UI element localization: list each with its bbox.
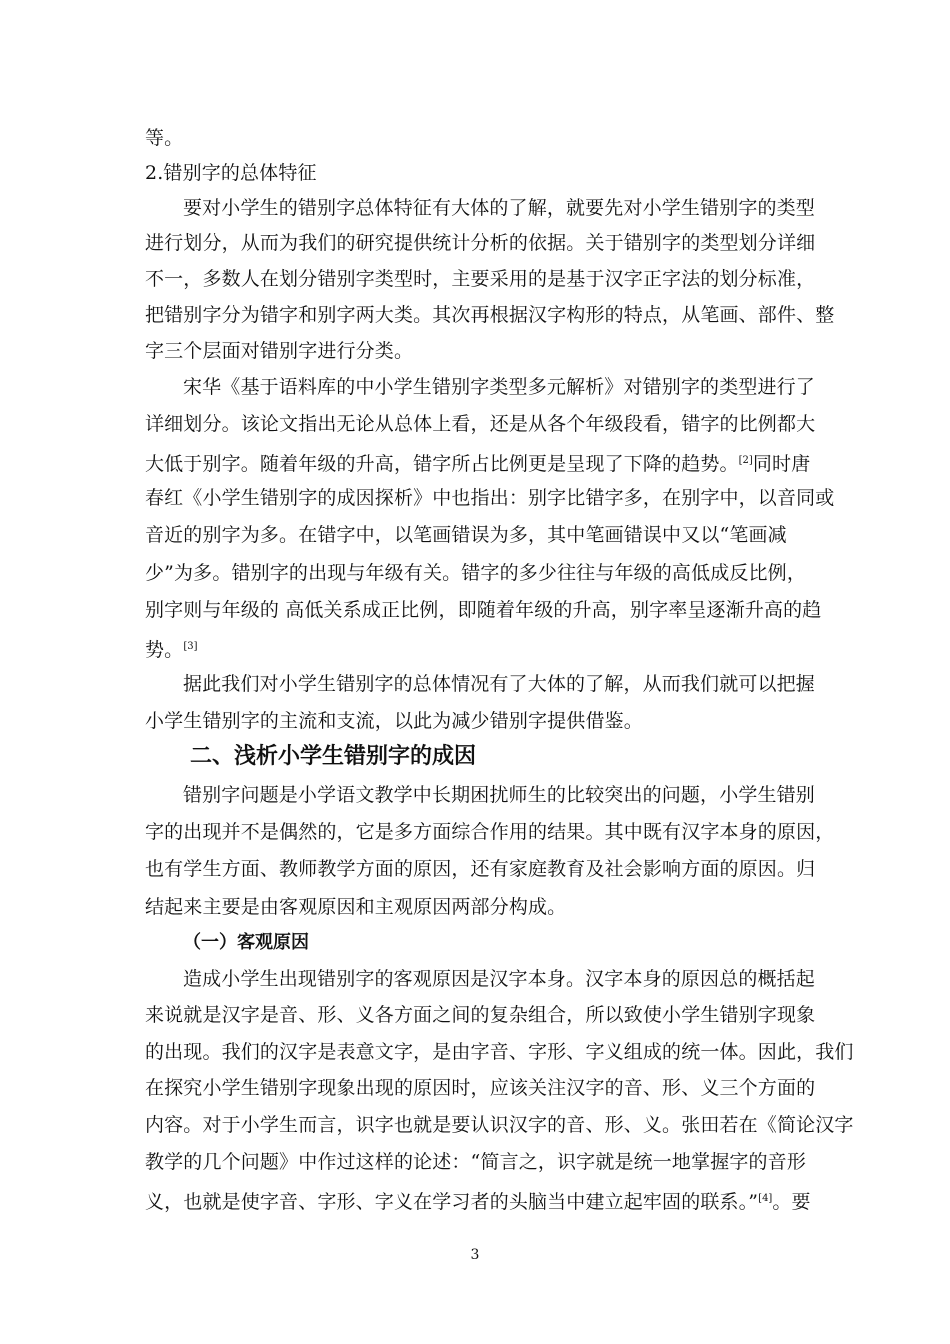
text-line: 错别字问题是小学语文教学中长期困扰师生的比较突出的问题，小学生错别 [183, 784, 815, 806]
text-line: 音近的别字为多。在错字中，以笔画错误为多，其中笔画错误中又以“笔画减 [145, 524, 787, 546]
text-line: 等。 [145, 127, 184, 149]
section-heading: 二、浅析小学生错别字的成因 [190, 744, 477, 769]
subsection-heading: （一）客观原因 [183, 932, 309, 953]
text-line: 来说就是汉字是音、形、义各方面之间的复杂组合，所以致使小学生错别字现象 [145, 1004, 816, 1026]
text-line: 在探究小学生错别字现象出现的原因时，应该关注汉字的音、形、义三个方面的 [145, 1077, 816, 1099]
text-line: 也有学生方面、教师教学方面的原因，还有家庭教育及社会影响方面的原因。归 [145, 858, 816, 880]
text-line: 少”为多。错别字的出现与年级有关。错字的多少往往与年级的高低成反比例， [145, 562, 806, 584]
text-line: 义，也就是使字音、字形、字义在学习者的头脑当中建立起牢固的联系。”[4]。要 [145, 1191, 811, 1213]
text-line: 宋华《基于语料库的中小学生错别字类型多元解析》对错别字的类型进行了 [183, 376, 815, 398]
text-line: 小学生错别字的主流和支流，以此为减少错别字提供借鉴。 [145, 710, 643, 732]
text-line: 的出现。我们的汉字是表意文字，是由字音、字形、字义组成的统一体。因此，我们 [145, 1041, 854, 1063]
text-line: 字三个层面对错别字进行分类。 [145, 340, 414, 362]
text-line: 字的出现并不是偶然的，它是多方面综合作用的结果。其中既有汉字本身的原因， [145, 821, 835, 843]
text-line: 教学的几个问题》中作过这样的论述：“简言之，识字就是统一地掌握字的音形 [145, 1151, 806, 1173]
text-line: 据此我们对小学生错别字的总体情况有了大体的了解，从而我们就可以把握 [183, 673, 815, 695]
page-number: 3 [470, 1247, 480, 1263]
text-line: 要对小学生的错别字总体特征有大体的了解，就要先对小学生错别字的类型 [183, 197, 815, 219]
text-line: 造成小学生出现错别字的客观原因是汉字本身。汉字本身的原因总的概括起 [183, 968, 815, 990]
text-line: 内容。对于小学生而言，识字也就是要认识汉字的音、形、义。张田若在《简论汉字 [145, 1114, 854, 1136]
citation-ref: [3] [183, 641, 198, 652]
text-line: 势。[3] [145, 639, 198, 661]
citation-ref: [2] [738, 455, 753, 466]
text-line: 结起来主要是由客观原因和主观原因两部分构成。 [145, 896, 567, 918]
citation-ref: [4] [758, 1193, 773, 1204]
text-line: 详细划分。该论文指出无论从总体上看，还是从各个年级段看，错字的比例都大 [145, 413, 816, 435]
text-line: 把错别字分为错字和别字两大类。其次再根据汉字构形的特点，从笔画、部件、整 [145, 304, 835, 326]
text-line: 春红《小学生错别字的成因探析》中也指出：别字比错字多，在别字中，以音同或 [145, 487, 835, 509]
text-line: 不一，多数人在划分错别字类型时，主要采用的是基于汉字正字法的划分标准， [145, 268, 816, 290]
text-line: 别字则与年级的 高低关系成正比例，即随着年级的升高，别字率呈逐渐升高的趋 [145, 599, 822, 621]
subsection-title: 2.错别字的总体特征 [145, 162, 317, 184]
text-line: 大低于别字。随着年级的升高，错字所占比例更是呈现了下降的趋势。[2]同时唐 [145, 453, 811, 475]
text-line: 进行划分，从而为我们的研究提供统计分析的依据。关于错别字的类型划分详细 [145, 232, 816, 254]
